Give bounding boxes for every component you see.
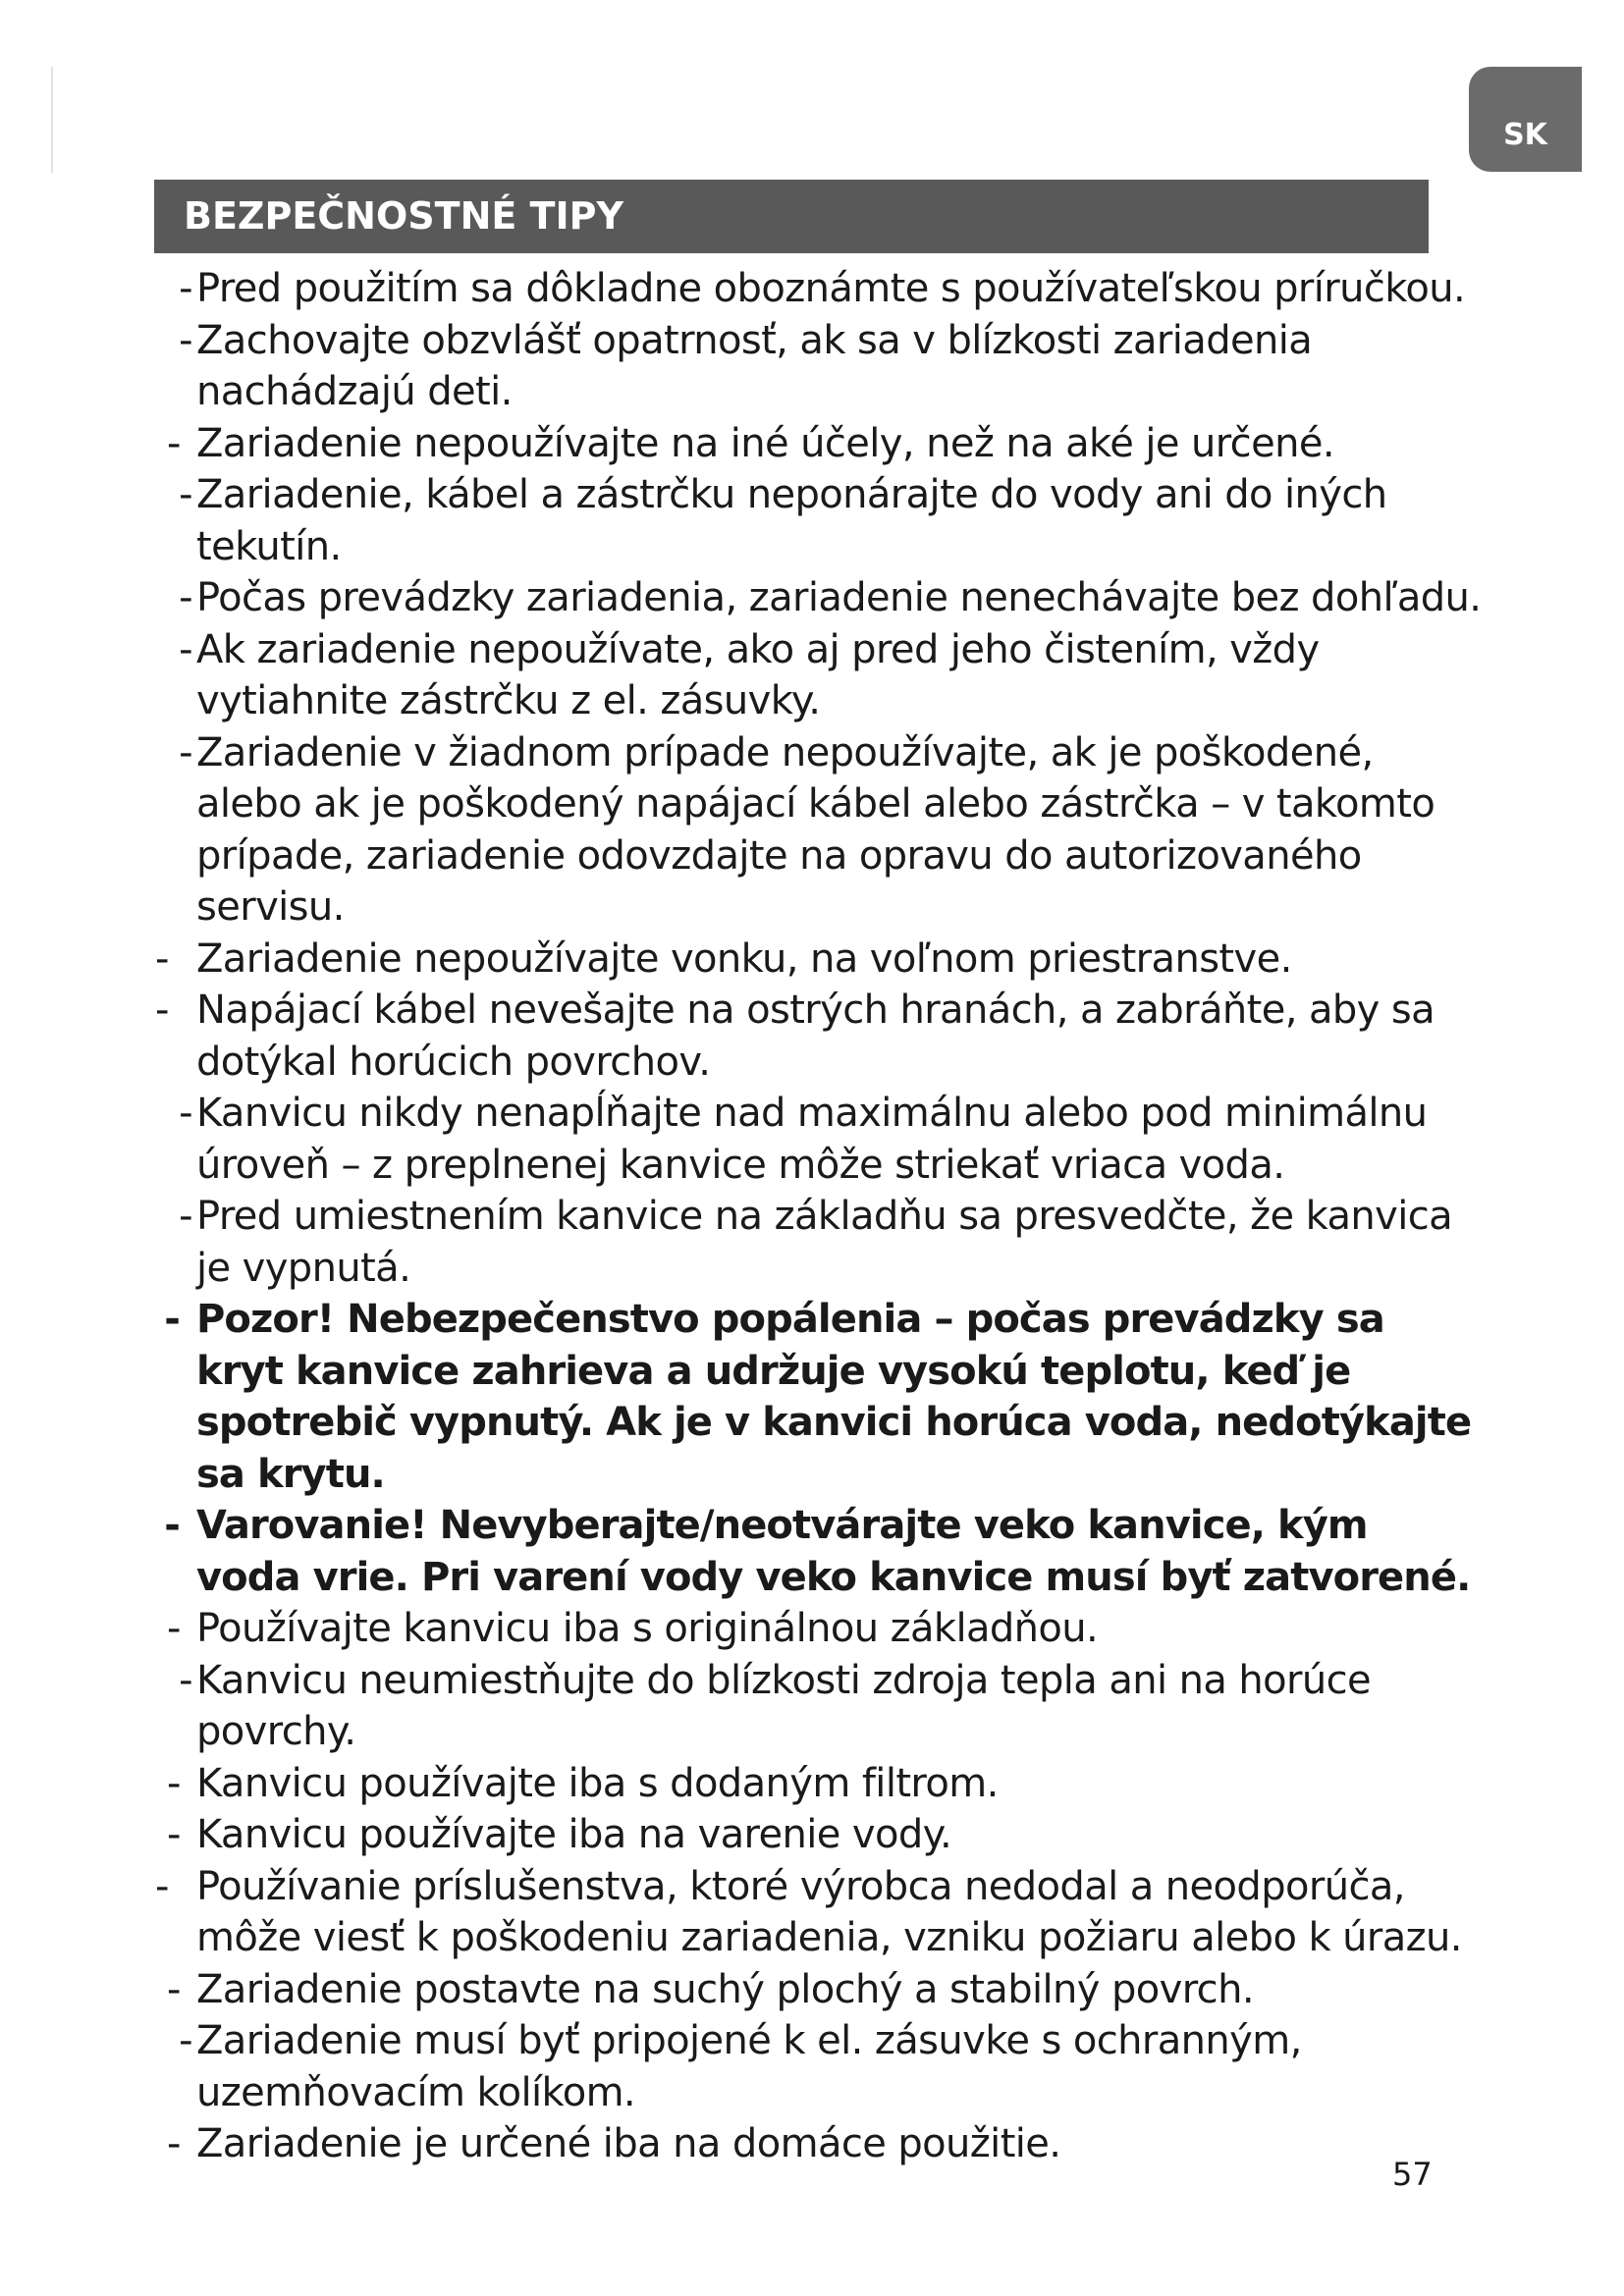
tip-dash: - [164, 1503, 192, 1548]
warning-tip-item [147, 1500, 1483, 1603]
tip-text: Zariadenie postavte na suchý plochý a stabilný povrch. [196, 1966, 1254, 2012]
tip-text: Zariadenie je určené iba na domáce použitie. [196, 2121, 1061, 2166]
safety-tips-list [147, 263, 1483, 2170]
tip-text: Ak zariadenie nepoužívate, ako aj pred jeho čistením, vždy vytiahnite zástrčku z el. zásuvky. [196, 626, 1320, 723]
warning-tip-text: Varovanie! Nevyberajte/neotvárajte veko kanvice, kým voda vrie. Pri varení vody veko kanvice musí byť zatvorené. [196, 1503, 1471, 1600]
tip-dash: - [179, 2018, 192, 2063]
tip-item [147, 1191, 1483, 1294]
tip-text: Zariadenie, kábel a zástrčku neponárajte do vody ani do iných tekutín. [196, 472, 1387, 569]
tip-item [147, 1655, 1483, 1758]
tip-dash: - [155, 1863, 169, 1909]
tip-text: Používanie príslušenstva, ktoré výrobca nedodal a neodporúča, môže viesť k poškodeniu zariadenia, vzniku požiaru alebo k úrazu. [196, 1863, 1462, 1960]
tip-dash: - [179, 1657, 192, 1703]
warning-tip-item [147, 1294, 1483, 1500]
tip-text: Zariadenie nepoužívajte na iné účely, než na aké je určené. [196, 420, 1334, 466]
section-header [154, 180, 1429, 253]
tip-text: Používajte kanvicu iba s originálnou základňou. [196, 1606, 1099, 1651]
tip-item [147, 1603, 1483, 1655]
tip-item [147, 624, 1483, 727]
tip-dash: - [164, 1297, 192, 1342]
tip-text: Zariadenie nepoužívajte vonku, na voľnom priestranstve. [196, 935, 1292, 982]
tip-dash: - [167, 1812, 192, 1857]
tip-item [147, 263, 1483, 315]
tip-dash: - [167, 1760, 192, 1806]
tip-text: Napájací kábel nevešajte na ostrých hranách, a zabráňte, aby sa dotýkal horúcich povrchov. [196, 988, 1435, 1085]
section-title: BEZPEČNOSTNÉ TIPY [184, 194, 623, 238]
tip-text: Kanvicu používajte iba s dodaným filtrom. [196, 1760, 999, 1806]
tip-item [147, 2118, 1483, 2170]
tip-item [147, 1861, 1483, 1964]
language-tab-label: SK [1503, 118, 1547, 152]
tip-dash: - [179, 317, 192, 363]
tip-item [147, 934, 1483, 986]
tip-text: Zariadenie musí byť pripojené k el. zásuvke s ochranným, uzemňovacím kolíkom. [196, 2018, 1302, 2115]
tip-dash: - [179, 266, 192, 311]
tip-item [147, 2015, 1483, 2118]
tip-item [147, 469, 1483, 572]
tip-text: Kanvicu nikdy nenapĺňajte nad maximálnu alebo pod minimálnu úroveň – z preplnenej kanvice môže striekať vriaca voda. [196, 1091, 1428, 1188]
tip-dash: - [167, 1966, 192, 2012]
tip-text: Pred použitím sa dôkladne oboznámte s používateľskou príručkou. [196, 266, 1466, 311]
tip-dash: - [179, 626, 192, 672]
tip-item [147, 985, 1483, 1088]
warning-tip-text: Pozor! Nebezpečenstvo popálenia – počas prevádzky sa kryt kanvice zahrieva a udržuje vysokú teplotu, keď je spotrebič vypnutý. Ak je v kanvici horúca voda, nedotýkajte sa krytu. [196, 1297, 1472, 1497]
tip-dash: - [167, 2121, 192, 2166]
tip-dash: - [179, 729, 192, 775]
tip-dash: - [179, 472, 192, 517]
tip-item [147, 418, 1483, 470]
tip-dash: - [155, 988, 169, 1033]
tip-dash: - [179, 1194, 192, 1239]
tip-item [147, 1809, 1483, 1861]
tip-item [147, 1964, 1483, 2016]
tip-dash: - [167, 420, 192, 466]
language-tab [1469, 67, 1582, 172]
tip-text: Zariadenie v žiadnom prípade nepoužívajte, ak je poškodené, alebo ak je poškodený napájací kábel alebo zástrčka – v takomto prípade, zariadenie odovzdajte na opravu do autorizovaného servisu. [196, 729, 1435, 930]
tip-text: Kanvicu neumiestňujte do blízkosti zdroja tepla ani na horúce povrchy. [196, 1657, 1372, 1754]
tip-text: Zachovajte obzvlášť opatrnosť, ak sa v blízkosti zariadenia nachádzajú deti. [196, 317, 1313, 414]
tip-dash: - [179, 575, 192, 620]
tip-item [147, 1088, 1483, 1191]
tip-item [147, 727, 1483, 934]
tip-text: Pred umiestnením kanvice na základňu sa presvedčte, že kanvica je vypnutá. [196, 1194, 1453, 1291]
tip-text: Kanvicu používajte iba na varenie vody. [196, 1812, 952, 1857]
tip-dash: - [167, 1606, 192, 1651]
tip-dash: - [155, 935, 169, 982]
page-number: 57 [1392, 2156, 1433, 2193]
tip-text: Počas prevádzky zariadenia, zariadenie nenechávajte bez dohľadu. [196, 575, 1482, 620]
tip-item [147, 572, 1483, 624]
tip-dash: - [179, 1091, 192, 1136]
tip-item [147, 315, 1483, 418]
page-margin-line [51, 67, 53, 173]
tip-item [147, 1758, 1483, 1810]
